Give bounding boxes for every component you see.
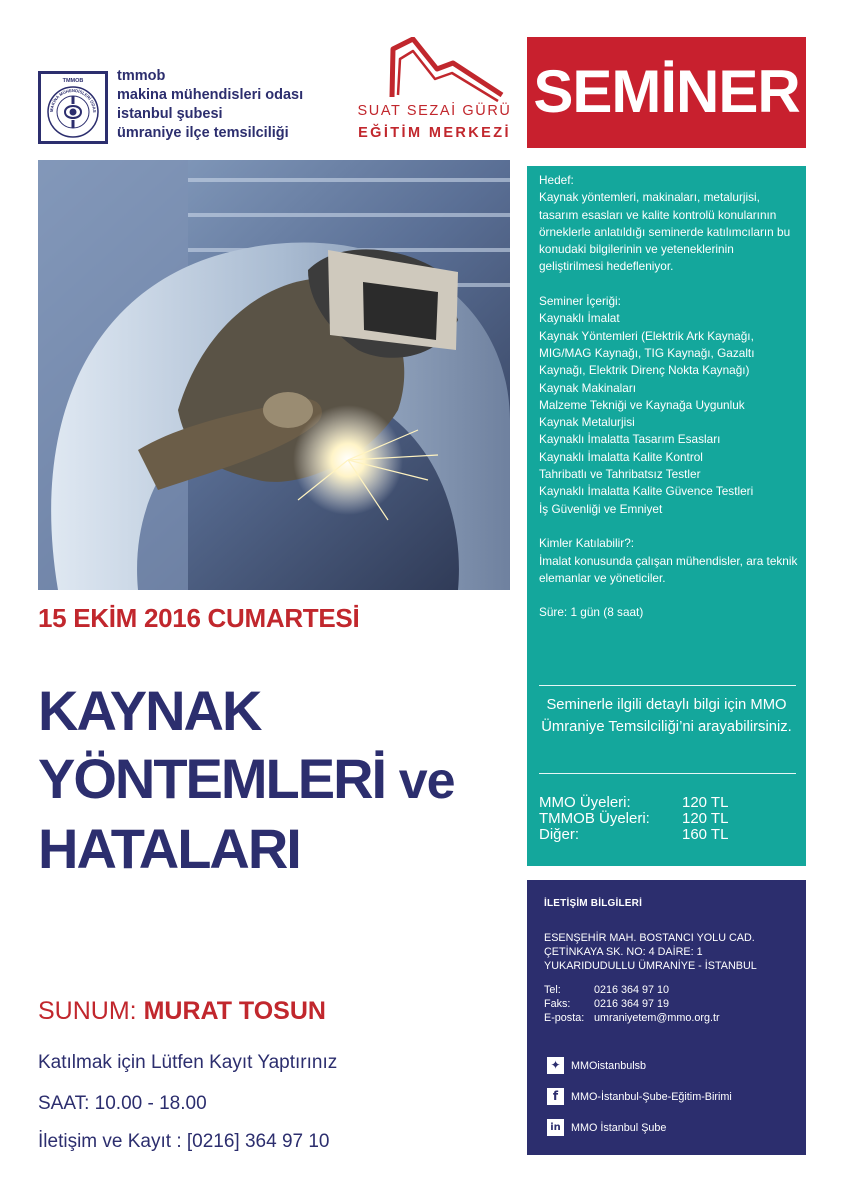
title-line1: KAYNAK [38,679,261,742]
twitter-link[interactable] [547,1057,646,1074]
logo-ring-text: MAKİNA MÜHENDİSLERİ ODAS [48,87,98,113]
center-name-line2: EĞİTİM MERKEZİ [358,125,511,141]
icerik-label: Seminer İçeriği: [539,294,621,309]
price-row [539,827,728,843]
address [544,931,757,973]
icerik-item: Kaynak Metalurjisi [539,415,635,430]
presenter-name: MURAT TOSUN [143,997,326,1025]
icerik-item: Kaynak Yöntemleri (Elektrik Ark Kaynağı, MIG/MAG Kaynağı, TIG Kaynağı, Gazaltı Kaynağı, Elektrik Direnç Nokta Kaynağı) [539,328,755,378]
linkedin-handle: MMO İstanbul Şube [571,1121,667,1134]
phone-list [544,983,720,1025]
icerik-item: Kaynaklı İmalatta Kalite Kontrol [539,449,703,464]
org-line: istanbul şubesi [117,106,223,122]
icerik-item: Kaynaklı İmalat [539,311,620,326]
price-label: TMMOB Üyeleri: [539,810,650,827]
price-value: 120 TL [682,810,729,827]
title-line3: HATALARI [38,817,300,880]
welder-photo [38,160,510,590]
registration-note: Katılmak için Lütfen Kayıt Yaptırınız [38,1052,338,1073]
seminar-title [38,677,518,883]
org-line: makina mühendisleri odası [117,87,304,103]
kimler-label: Kimler Katılabilir?: [539,536,635,551]
seminar-date: 15 EKİM 2016 CUMARTESİ [38,603,360,633]
divider [539,685,796,686]
twitter-handle: MMOistanbulsb [571,1059,647,1072]
seminer-title: SEMİNER [533,58,800,125]
seminar-info-panel [527,166,806,866]
presenter [38,997,326,1026]
presenter-label: SUNUM: [38,997,144,1025]
info-text [539,172,801,622]
email-address[interactable]: umraniyetem@mmo.org.tr [594,1012,720,1024]
price-label: MMO Üyeleri: [539,794,631,811]
address-line: ESENŞEHİR MAH. BOSTANCI YOLU CAD. [544,932,755,944]
sure-text: Süre: 1 gün (8 saat) [539,605,644,620]
center-name-line1: SUAT SEZAİ GÜRÜ [357,103,512,119]
contact-note: Seminerle ilgili detaylı bilgi için MMO Ümraniye Temsilciliği’ni arayabilirsiniz. [541,697,792,735]
divider [539,773,796,774]
organization-name [117,67,347,143]
contact-phone-line: İletişim ve Kayıt : [0216] 364 97 10 [38,1131,330,1152]
icerik-item: İş Güvenliği ve Emniyet [539,501,663,516]
org-line: tmmob [117,68,166,84]
facebook-link[interactable] [547,1088,732,1105]
linkedin-icon: in [547,1119,564,1136]
address-line: YUKARIDUDULLU ÜMRANİYE - İSTANBUL [544,960,757,972]
title-line2-suffix: ve [398,752,455,810]
logo-text: TMMOB [62,78,84,84]
price-row [539,795,728,811]
title-line2: YÖNTEMLERİ [38,747,386,810]
kimler-text: İmalat konusunda çalışan mühendisler, ara teknik elemanlar ve yöneticiler. [539,553,798,585]
hedef-text: Kaynak yöntemleri, makinaları, metalurjisi, tasarım esasları ve kalite kontrolü konularının örneklerle anlatıldığı seminerde katılımcıların bu konudaki bilgilerinin ve yeteneklerinin geliştirilmesi hedefleniyor. [539,190,791,274]
price-value: 160 TL [682,826,729,843]
icerik-item: Malzeme Tekniği ve Kaynağa Uygunluk [539,397,745,412]
linkedin-link[interactable] [547,1119,666,1136]
seminar-time: SAAT: 10.00 - 18.00 [38,1093,207,1114]
price-value: 120 TL [682,794,729,811]
hedef-label: Hedef: [539,173,574,187]
contact-title: İLETİŞİM BİLGİLERİ [544,898,643,909]
fax-label: Faks: [544,998,571,1010]
icerik-item: Kaynaklı İmalatta Tasarım Esasları [539,432,721,447]
icerik-item: Tahribatlı ve Tahribatsız Testler [539,467,701,482]
twitter-icon: ✦ [547,1057,564,1074]
address-line: ÇETİNKAYA SK. NO: 4 DAİRE: 1 [544,946,703,958]
fax-number: 0216 364 97 19 [594,998,670,1010]
price-row [539,811,728,827]
contact-panel [527,880,806,1155]
facebook-handle: MMO-İstanbul-Şube-Eğitim-Birimi [571,1090,732,1103]
price-list [539,795,728,843]
tel-label: Tel: [544,984,561,996]
org-line: ümraniye ilçe temsilciliği [117,125,289,141]
tel-number[interactable]: 0216 364 97 10 [594,984,670,996]
email-label: E-posta: [544,1012,585,1024]
icerik-item: Kaynaklı İmalatta Kalite Güvence Testleri [539,484,754,499]
price-label: Diğer: [539,826,580,843]
seminer-banner [527,37,806,148]
icerik-item: Kaynak Makinaları [539,380,637,395]
facebook-icon: f [547,1088,564,1105]
tmmob-logo [38,71,108,144]
